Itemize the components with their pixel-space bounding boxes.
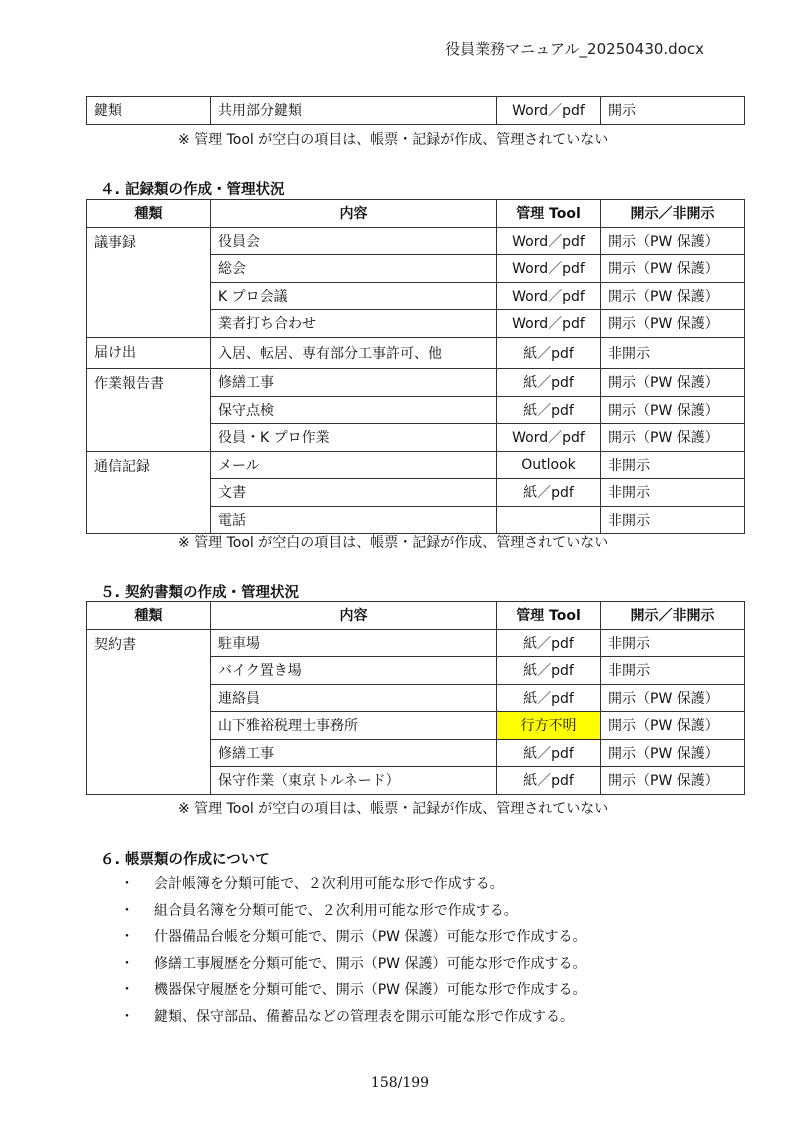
bullet-mark: ・ — [120, 929, 134, 945]
cell-content: メール — [211, 451, 497, 479]
cell-category: 通信記録 — [87, 451, 211, 534]
cell-tool: 紙／pdf — [497, 479, 601, 507]
cell-content: K プロ会議 — [211, 282, 497, 310]
bullet-text: 会計帳簿を分類可能で、２次利用可能な形で作成する。 — [154, 876, 504, 892]
cell-disclosure: 開示（PW 保護） — [601, 227, 745, 255]
col-header-tool: 管理 Tool — [497, 602, 601, 630]
cell-category: 鍵類 — [87, 97, 211, 125]
cell-content: 共用部分鍵類 — [211, 97, 497, 125]
cell-category: 作業報告書 — [87, 369, 211, 452]
section-4-title: ４. 記録類の作成・管理状況 — [100, 182, 285, 198]
cell-content: 保守点検 — [211, 396, 497, 424]
table-row — [87, 369, 745, 397]
cell-tool: 紙／pdf — [497, 629, 601, 657]
cell-disclosure: 非開示 — [601, 451, 745, 479]
cell-disclosure: 開示（PW 保護） — [601, 424, 745, 452]
col-header-tool: 管理 Tool — [497, 200, 601, 228]
contracts-table — [86, 601, 745, 795]
table-header-row — [87, 200, 745, 228]
table-row — [87, 629, 745, 657]
cell-disclosure: 開示（PW 保護） — [601, 739, 745, 767]
cell-content: 山下雅裕税理士事務所 — [211, 712, 497, 740]
list-item — [120, 874, 586, 901]
cell-disclosure: 非開示 — [601, 629, 745, 657]
bullet-mark: ・ — [120, 876, 134, 892]
cell-content: 修繕工事 — [211, 739, 497, 767]
table-row — [87, 227, 745, 255]
cell-tool: Word／pdf — [497, 227, 601, 255]
cell-tool: Outlook — [497, 451, 601, 479]
cell-content: バイク置き場 — [211, 657, 497, 685]
section-6-title: ６. 帳票類の作成について — [100, 852, 270, 868]
list-item — [120, 1007, 586, 1034]
list-item — [120, 927, 586, 954]
cell-disclosure: 開示（PW 保護） — [601, 255, 745, 283]
cell-tool: Word／pdf — [497, 255, 601, 283]
cell-content: 連絡員 — [211, 684, 497, 712]
cell-content: 業者打ち合わせ — [211, 310, 497, 338]
cell-disclosure: 開示（PW 保護） — [601, 767, 745, 795]
list-item — [120, 901, 586, 928]
cell-tool: 紙／pdf — [497, 657, 601, 685]
cell-category: 届け出 — [87, 337, 211, 369]
cell-disclosure: 開示（PW 保護） — [601, 310, 745, 338]
cell-tool: Word／pdf — [497, 97, 601, 125]
document-filename: 役員業務マニュアル_20250430.docx — [445, 40, 704, 58]
cell-content: 駐車場 — [211, 629, 497, 657]
bullet-text: 什器備品台帳を分類可能で、開示（PW 保護）可能な形で作成する。 — [154, 929, 587, 945]
col-header-type: 種類 — [87, 602, 211, 630]
cell-content: 入居、転居、専有部分工事許可、他 — [211, 337, 497, 369]
cell-tool: Word／pdf — [497, 282, 601, 310]
cell-content: 保守作業（東京トルネード） — [211, 767, 497, 795]
cell-disclosure: 開示（PW 保護） — [601, 396, 745, 424]
bullet-mark: ・ — [120, 902, 134, 919]
bullet-text: 機器保守履歴を分類可能で、開示（PW 保護）可能な形で作成する。 — [154, 982, 587, 998]
cell-disclosure: 非開示 — [601, 337, 745, 369]
cell-disclosure: 非開示 — [601, 479, 745, 507]
cell-tool: Word／pdf — [497, 424, 601, 452]
cell-tool: 紙／pdf — [497, 369, 601, 397]
list-item — [120, 980, 586, 1007]
bullet-text: 修繕工事履歴を分類可能で、開示（PW 保護）可能な形で作成する。 — [154, 955, 587, 972]
cell-disclosure: 非開示 — [601, 506, 745, 534]
table-row — [87, 337, 745, 369]
cell-tool — [497, 506, 601, 534]
cell-tool: 紙／pdf — [497, 767, 601, 795]
cell-disclosure: 開示（PW 保護） — [601, 712, 745, 740]
cell-content: 役員・K プロ作業 — [211, 424, 497, 452]
cell-category: 契約書 — [87, 629, 211, 794]
col-header-type: 種類 — [87, 200, 211, 228]
note-blank-tool: ※ 管理 Tool が空白の項目は、帳票・記録が作成、管理されていない — [178, 132, 609, 148]
bullet-mark: ・ — [120, 982, 134, 998]
cell-tool: 行方不明 — [497, 712, 601, 740]
table-row — [87, 97, 745, 125]
cell-tool: 紙／pdf — [497, 739, 601, 767]
cell-disclosure: 開示（PW 保護） — [601, 282, 745, 310]
cell-content: 総会 — [211, 255, 497, 283]
bullet-mark: ・ — [120, 1008, 134, 1025]
cell-disclosure: 開示（PW 保護） — [601, 369, 745, 397]
cell-content: 電話 — [211, 506, 497, 534]
note-blank-tool: ※ 管理 Tool が空白の項目は、帳票・記録が作成、管理されていない — [178, 535, 609, 551]
list-item — [120, 954, 586, 981]
cell-disclosure: 開示（PW 保護） — [601, 684, 745, 712]
section-5-title: ５. 契約書類の作成・管理状況 — [100, 585, 300, 601]
cell-content: 修繕工事 — [211, 369, 497, 397]
cell-tool: 紙／pdf — [497, 684, 601, 712]
cell-content: 役員会 — [211, 227, 497, 255]
table-header-row — [87, 602, 745, 630]
bullet-text: 組合員名簿を分類可能で、２次利用可能な形で作成する。 — [154, 902, 518, 919]
cell-disclosure: 非開示 — [601, 657, 745, 685]
bullet-text: 鍵類、保守部品、備蓄品などの管理表を開示可能な形で作成する。 — [154, 1008, 574, 1025]
cell-disclosure: 開示 — [601, 97, 745, 125]
bullet-mark: ・ — [120, 955, 134, 972]
cell-category: 議事録 — [87, 227, 211, 337]
keys-table — [86, 96, 745, 125]
note-blank-tool: ※ 管理 Tool が空白の項目は、帳票・記録が作成、管理されていない — [178, 801, 609, 817]
col-header-disclosure: 開示／非開示 — [601, 602, 745, 630]
table-row — [87, 451, 745, 479]
cell-tool: 紙／pdf — [497, 396, 601, 424]
cell-content: 文書 — [211, 479, 497, 507]
col-header-content: 内容 — [211, 200, 497, 228]
cell-tool: Word／pdf — [497, 310, 601, 338]
col-header-content: 内容 — [211, 602, 497, 630]
records-table — [86, 199, 745, 534]
page-number: 158/199 — [370, 1075, 430, 1091]
cell-tool: 紙／pdf — [497, 337, 601, 369]
bullet-list — [120, 874, 586, 1033]
col-header-disclosure: 開示／非開示 — [601, 200, 745, 228]
